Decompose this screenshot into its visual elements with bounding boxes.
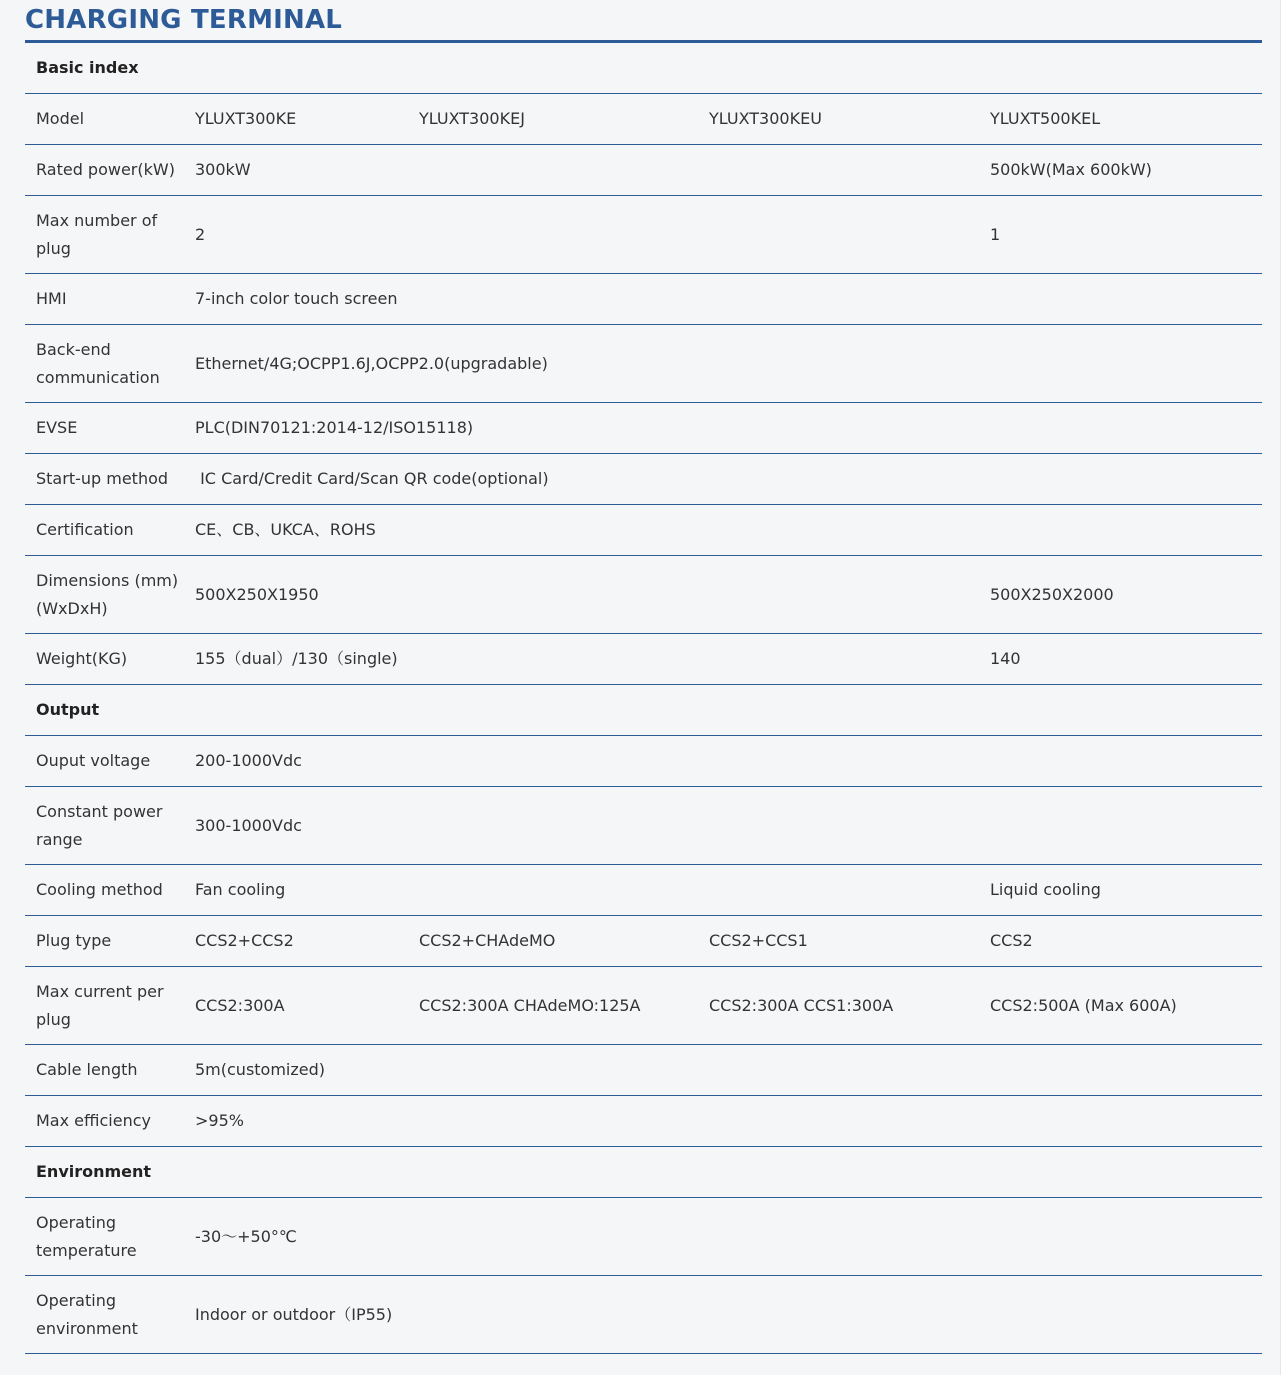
row-label: Certification xyxy=(25,505,185,556)
row-label: Dimensions (mm)(WxDxH) xyxy=(25,556,185,634)
cell-value: 7-inch color touch screen xyxy=(185,274,1262,325)
table-row-cable xyxy=(25,1045,1262,1096)
table-row-output-voltage xyxy=(25,736,1262,787)
table-row-hmi xyxy=(25,274,1262,325)
row-label: Start-up method xyxy=(25,454,185,505)
section-heading-output: Output xyxy=(25,685,1262,736)
table-row-max-current xyxy=(25,967,1262,1045)
table-row-constant-power xyxy=(25,787,1262,865)
cell-value: 5m(customized) xyxy=(185,1045,1262,1096)
table-row-startup xyxy=(25,454,1262,505)
cell-value: YLUXT300KEU xyxy=(709,94,990,145)
row-label: Max number of plug xyxy=(25,196,185,274)
cell-value: Liquid cooling xyxy=(990,865,1262,916)
spec-table xyxy=(25,43,1262,1354)
cell-value: >95% xyxy=(185,1096,1262,1147)
cell-value: CCS2:300A CHAdeMO:125A xyxy=(419,967,709,1045)
cell-value: YLUXT300KEJ xyxy=(419,94,709,145)
row-label: HMI xyxy=(25,274,185,325)
table-row-efficiency xyxy=(25,1096,1262,1147)
section-row-basic xyxy=(25,43,1262,94)
table-row-max-plug xyxy=(25,196,1262,274)
cell-value: 300-1000Vdc xyxy=(185,787,1262,865)
table-row-weight xyxy=(25,634,1262,685)
row-label: Constant power range xyxy=(25,787,185,865)
cell-value: 2 xyxy=(185,196,990,274)
row-label: EVSE xyxy=(25,403,185,454)
row-label: Back-end communication xyxy=(25,325,185,403)
cell-value: 155（dual）/130（single) xyxy=(185,634,990,685)
cell-value: 140 xyxy=(990,634,1262,685)
cell-value: Fan cooling xyxy=(185,865,990,916)
table-row-dimensions xyxy=(25,556,1262,634)
cell-value: 500X250X1950 xyxy=(185,556,990,634)
cell-value: CCS2:500A (Max 600A) xyxy=(990,967,1262,1045)
cell-value: Indoor or outdoor（IP55) xyxy=(185,1276,1262,1354)
row-label: Rated power(kW) xyxy=(25,145,185,196)
row-label: Cable length xyxy=(25,1045,185,1096)
table-row-rated-power xyxy=(25,145,1262,196)
row-label: Cooling method xyxy=(25,865,185,916)
cell-value: CCS2+CCS1 xyxy=(709,916,990,967)
cell-value: -30～+50°℃ xyxy=(185,1198,1262,1276)
cell-value: YLUXT300KE xyxy=(185,94,419,145)
cell-value: IC Card/Credit Card/Scan QR code(optional) xyxy=(185,454,1262,505)
cell-value: CCS2:300A CCS1:300A xyxy=(709,967,990,1045)
row-label: Max current per plug xyxy=(25,967,185,1045)
cell-value: CCS2+CCS2 xyxy=(185,916,419,967)
page-title: CHARGING TERMINAL xyxy=(25,5,343,35)
table-row-model xyxy=(25,94,1262,145)
row-label: Operating temperature xyxy=(25,1198,185,1276)
row-label: Model xyxy=(25,94,185,145)
cell-value: 300kW xyxy=(185,145,990,196)
table-row-plug-type xyxy=(25,916,1262,967)
cell-value: CCS2 xyxy=(990,916,1262,967)
section-heading-basic: Basic index xyxy=(25,43,1262,94)
cell-value: Ethernet/4G;OCPP1.6J,OCPP2.0(upgradable) xyxy=(185,325,1262,403)
table-row-op-env xyxy=(25,1276,1262,1354)
row-label: Operating environment xyxy=(25,1276,185,1354)
cell-value: CCS2:300A xyxy=(185,967,419,1045)
cell-value: PLC(DIN70121:2014-12/ISO15118) xyxy=(185,403,1262,454)
table-row-op-temp xyxy=(25,1198,1262,1276)
table-row-backend xyxy=(25,325,1262,403)
row-label: Max efficiency xyxy=(25,1096,185,1147)
table-row-cooling xyxy=(25,865,1262,916)
row-label: Weight(KG) xyxy=(25,634,185,685)
cell-value: 200-1000Vdc xyxy=(185,736,1262,787)
section-row-output xyxy=(25,685,1262,736)
row-label: Ouput voltage xyxy=(25,736,185,787)
section-row-environment xyxy=(25,1147,1262,1198)
row-label: Plug type xyxy=(25,916,185,967)
cell-value: 1 xyxy=(990,196,1262,274)
table-row-evse xyxy=(25,403,1262,454)
cell-value: CCS2+CHAdeMO xyxy=(419,916,709,967)
cell-value: 500X250X2000 xyxy=(990,556,1262,634)
cell-value: CE、CB、UKCA、ROHS xyxy=(185,505,1262,556)
cell-value: 500kW(Max 600kW) xyxy=(990,145,1262,196)
table-row-certification xyxy=(25,505,1262,556)
section-heading-environment: Environment xyxy=(25,1147,1262,1198)
cell-value: YLUXT500KEL xyxy=(990,94,1262,145)
